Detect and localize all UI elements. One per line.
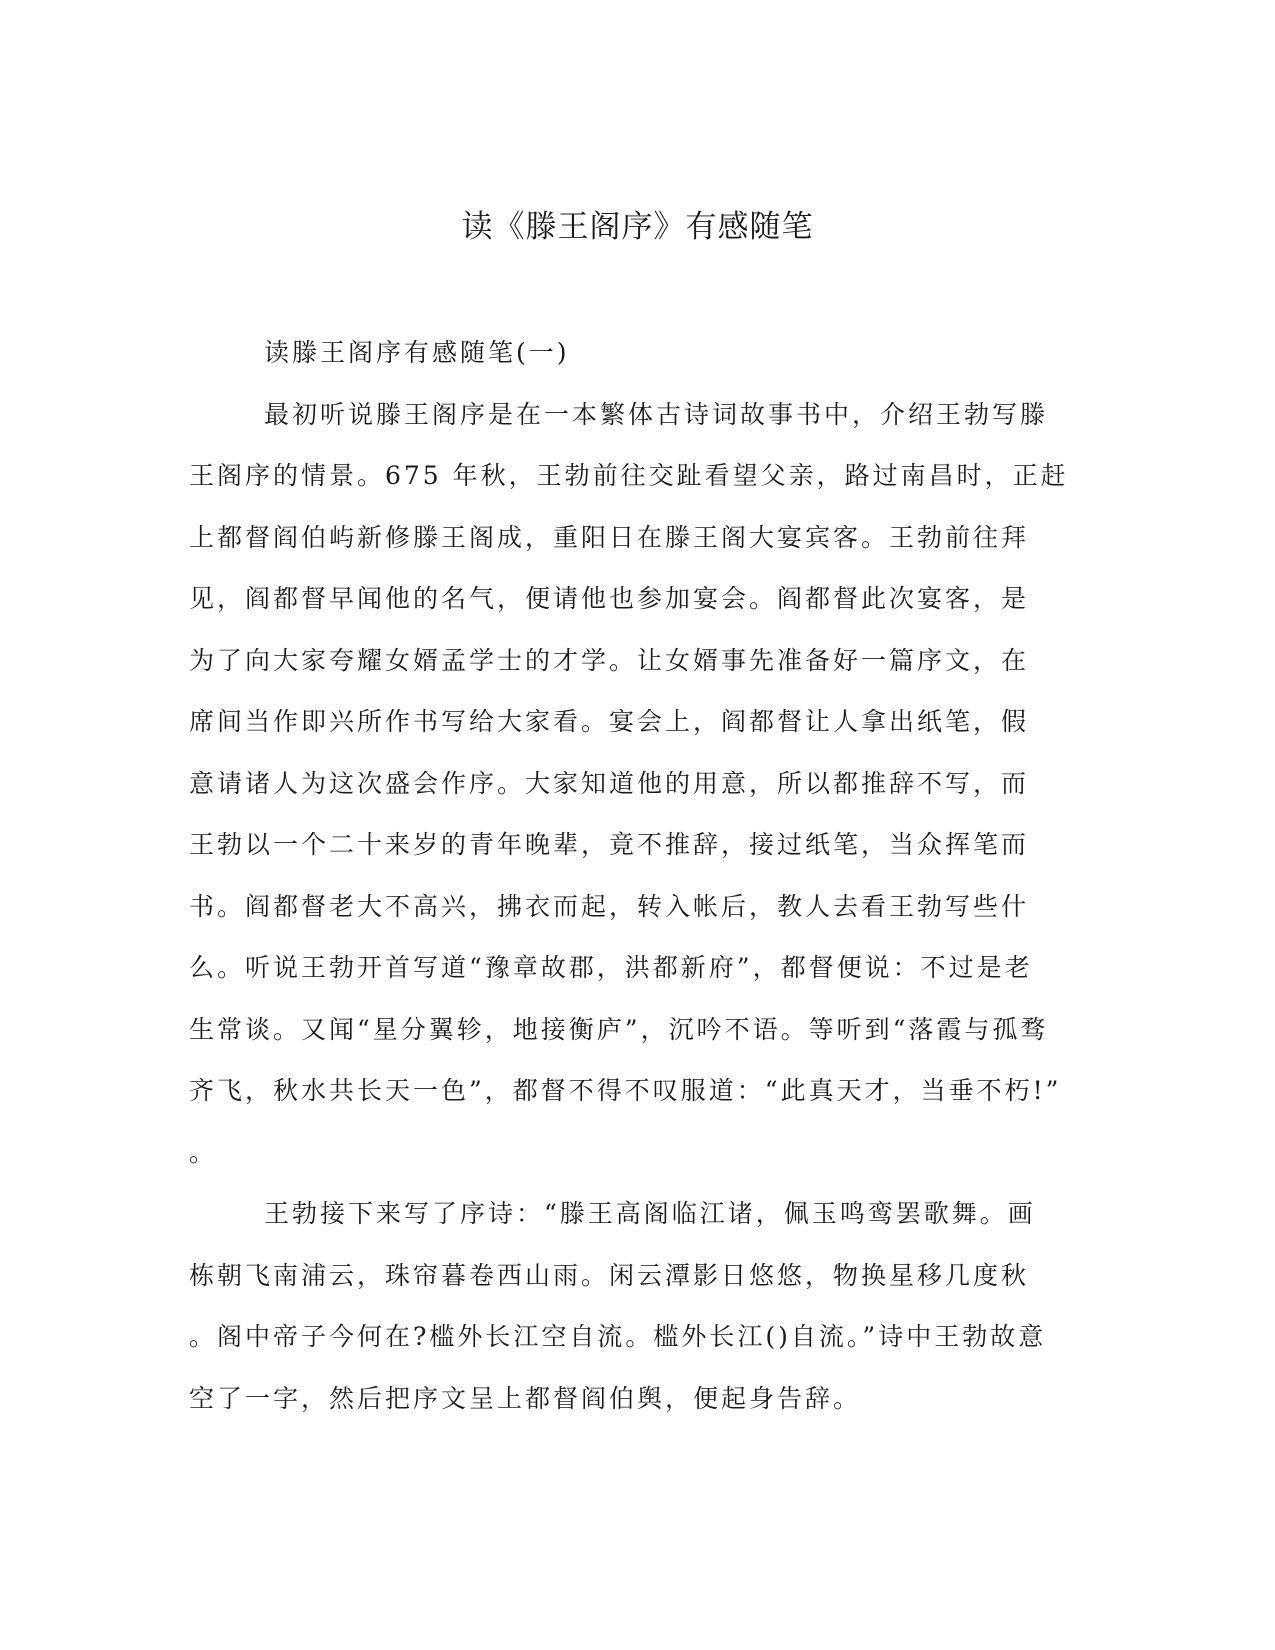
paragraph-line: 见，阎都督早闻他的名气，便请他也参加宴会。阎都督此次宴客，是 xyxy=(189,584,1030,613)
paragraph-line: 席间当作即兴所作书写给大家看。宴会上，阎都督让人拿出纸笔，假 xyxy=(189,707,1030,736)
paragraph-line: 最初听说滕王阁序是在一本繁体古诗词故事书中，介绍王勃写滕 xyxy=(264,399,1049,429)
paragraph-line: 。 xyxy=(189,1137,218,1167)
paragraph-line: 为了向大家夸耀女婿孟学士的才学。让女婿事先准备好一篇序文，在 xyxy=(189,645,1030,675)
paragraph-line: 王阁序的情景。675 年秋，王勃前往交趾看望父亲，路过南昌时，正赶 xyxy=(189,461,1069,490)
document-body xyxy=(189,322,1079,1429)
paragraph-line: 王勃接下来写了序诗：“滕王高阁临江诸，佩玉鸣鸾罢歌舞。画 xyxy=(264,1199,1036,1228)
section-heading: 读滕王阁序有感随笔(一) xyxy=(264,338,570,367)
paragraph-line: 生常谈。又闻“星分翼轸，地接衡庐”，沉吟不语。等听到“落霞与孤骛 xyxy=(189,1014,1049,1044)
paragraph-line: 书。阎都督老大不高兴，拂衣而起，转入帐后，教人去看王勃写些什 xyxy=(189,891,1030,921)
paragraph-line: 王勃以一个二十来岁的青年晚辈，竟不推辞，接过纸笔，当众挥笔而 xyxy=(189,830,1030,859)
paragraph-line: 。阁中帝子今何在?槛外长江空自流。槛外长江()自流。”诗中王勃故意 xyxy=(189,1322,1047,1351)
paragraph-line: 意请诸人为这次盛会作序。大家知道他的用意，所以都推辞不写，而 xyxy=(189,768,1030,798)
document-title: 读《滕王阁序》有感随笔 xyxy=(461,209,814,245)
paragraph-line: 么。听说王勃开首写道“豫章故郡，洪都新府”，都督便说：不过是老 xyxy=(189,953,1033,982)
paragraph-line: 上都督阎伯屿新修滕王阁成，重阳日在滕王阁大宴宾客。王勃前往拜 xyxy=(189,522,1030,552)
paragraph-line: 齐飞，秋水共长天一色”，都督不得不叹服道：“此真天才，当垂不朽!” xyxy=(189,1076,1062,1105)
paragraph-line: 栋朝飞南浦云，珠帘暮卷西山雨。闲云潭影日悠悠，物换星移几度秋 xyxy=(189,1260,1030,1290)
paragraph-line: 空了一字，然后把序文呈上都督阎伯舆，便起身告辞。 xyxy=(189,1383,862,1413)
